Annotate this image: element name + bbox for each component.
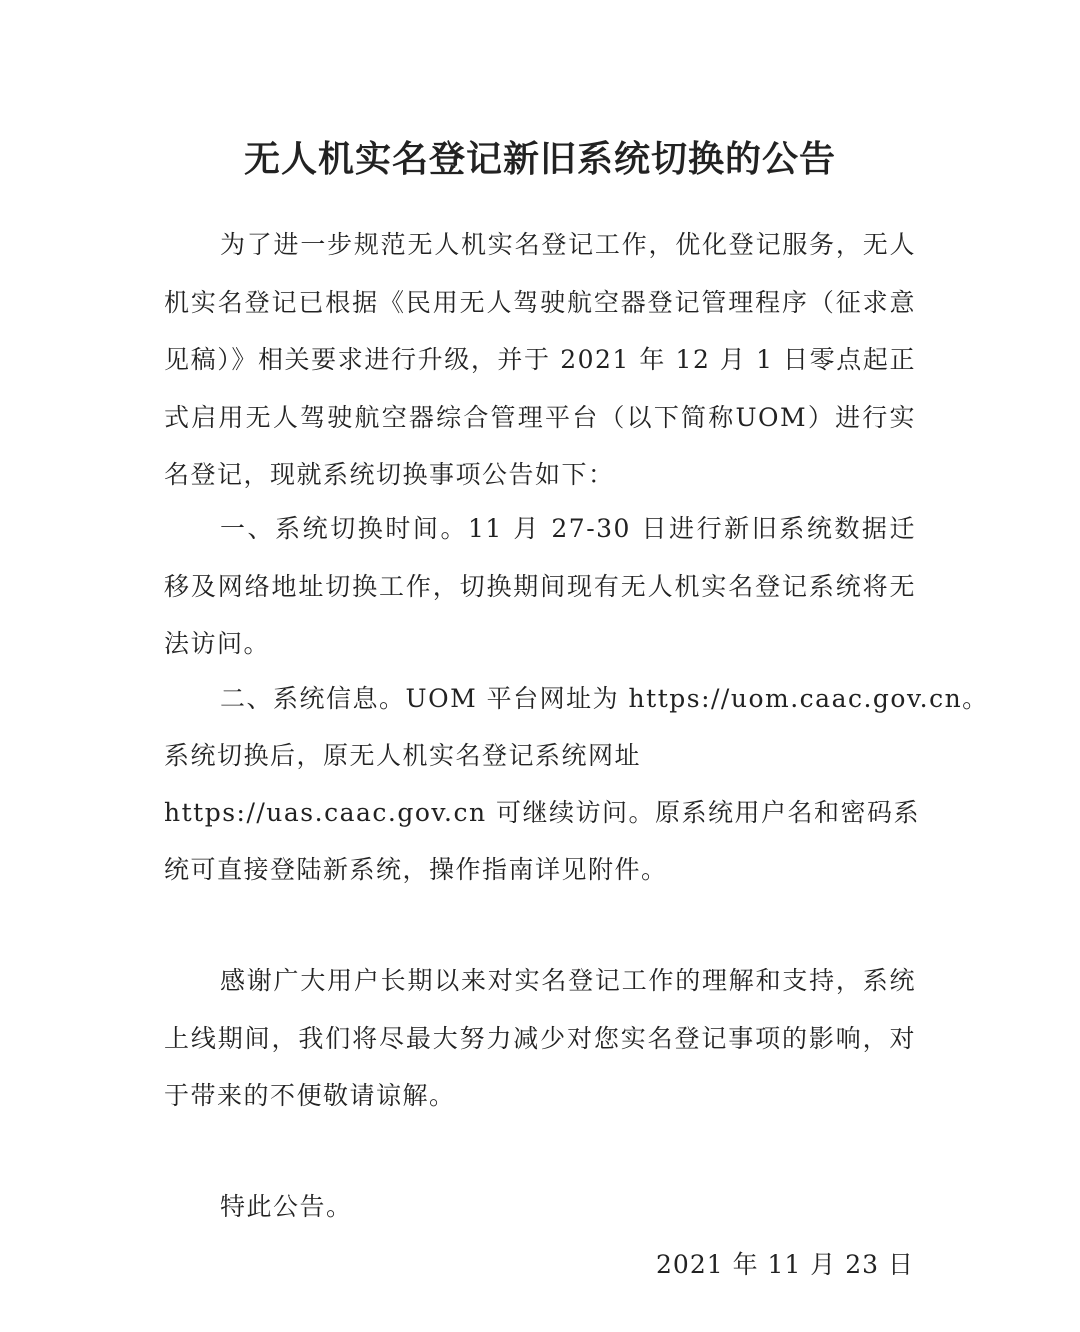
closing-text: 特此公告。 <box>220 1192 353 1221</box>
system-info-line-1: 二、系统信息。UOM 平台网址为 https://uom.caac.gov.cn。 <box>220 684 989 713</box>
intro-paragraph: 为了进一步规范无人机实名登记工作，优化登记服务，无人机实名登记已根据《民用无人驾驶航空器登记管理程序（征求意见稿）》相关要求进行升级，并于 2021 年 12 月 1 日零点起正式启用无人驾驶航空器综合管理平台（以下简称UOM）进行实名登记，现就系统切换事项公告如下： <box>164 230 916 489</box>
switch-time-paragraph: 一、系统切换时间。11 月 27-30 日进行新旧系统数据迁移及网络地址切换工作，切换期间现有无人机实名登记系统将无法访问。 <box>164 514 916 658</box>
system-info-line-3: https://uas.caac.gov.cn 可继续访问。原系统用户名和密码系 <box>164 798 921 827</box>
thanks-paragraph: 感谢广大用户长期以来对实名登记工作的理解和支持，系统上线期间，我们将尽最大努力减少对您实名登记事项的影响，对于带来的不便敬请谅解。 <box>164 966 916 1110</box>
system-info-line-2: 系统切换后，原无人机实名登记系统网址 <box>164 741 642 770</box>
document-title: 无人机实名登记新旧系统切换的公告 <box>243 139 836 180</box>
document-date: 2021 年 11 月 23 日 <box>656 1250 914 1279</box>
system-info-line-4: 统可直接登陆新系统，操作指南详见附件。 <box>164 855 668 884</box>
